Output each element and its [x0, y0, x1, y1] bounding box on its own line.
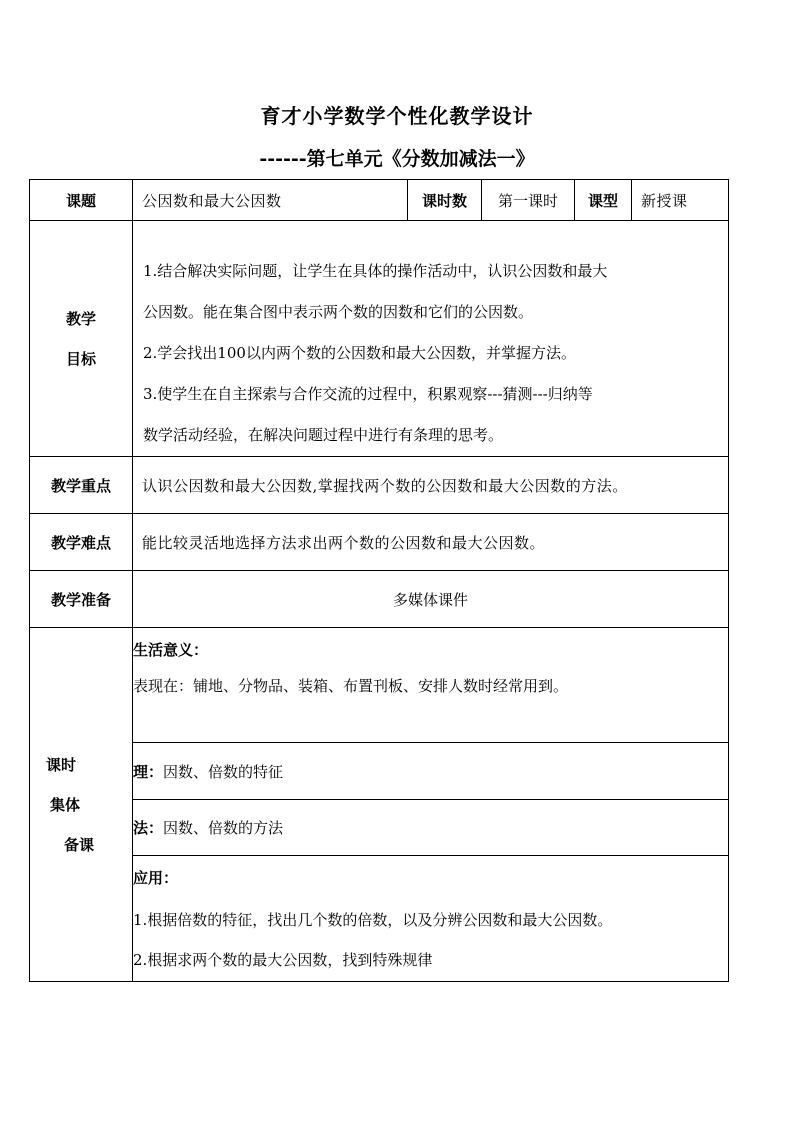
- type-value: 新授课: [632, 180, 729, 221]
- application-cell: [133, 856, 729, 982]
- life-meaning-cell: [133, 628, 729, 743]
- key-points-value: 认识公因数和最大公因数,掌握找两个数的公因数和最大公因数的方法。: [133, 457, 729, 514]
- goals-content: [133, 221, 729, 457]
- periods-value: 第一课时: [482, 180, 575, 221]
- topic-label: 课题: [30, 180, 133, 221]
- type-label: 课型: [575, 180, 632, 221]
- theory-cell: [133, 743, 729, 800]
- goals-row: [30, 221, 729, 457]
- key-points-row: [30, 457, 729, 514]
- goal-line: 3.使学生在自主探索与合作交流的过程中，积累观察---猜测---归纳等: [143, 385, 593, 403]
- method-text: 因数、倍数的方法: [163, 819, 284, 837]
- life-meaning-text: 表现在：铺地、分物品、装箱、布置刊板、安排人数时经常用到。: [133, 677, 569, 695]
- topic-value: 公因数和最大公因数: [133, 180, 408, 221]
- method-cell: [133, 800, 729, 856]
- document-title: 育才小学数学个性化教学设计: [260, 104, 534, 128]
- document-subtitle: ------第七单元《分数加减法一》: [259, 148, 535, 170]
- method-row: [30, 800, 729, 856]
- preparation-label: 教学准备: [30, 571, 133, 628]
- periods-label: 课时数: [408, 180, 482, 221]
- goal-line: 2.学会找出100以内两个数的公因数和最大公因数，并掌握方法。: [143, 344, 576, 362]
- theory-row: [30, 743, 729, 800]
- goal-line: 数学活动经验，在解决问题过程中进行有条理的思考。: [143, 426, 504, 444]
- key-points-label: 教学重点: [30, 457, 133, 514]
- theory-key: 理：: [133, 762, 164, 781]
- goals-label-line1: 教学: [65, 309, 96, 328]
- application-item: 1.根据倍数的特征，找出几个数的倍数，以及分辨公因数和最大公因数。: [133, 911, 613, 929]
- goals-label-line2: 目标: [65, 349, 96, 368]
- goal-line: 公因数。能在集合图中表示两个数的因数和它们的公因数。: [143, 303, 534, 321]
- goal-line: 1.结合解决实际问题，让学生在具体的操作活动中，认识公因数和最大: [143, 262, 608, 280]
- lesson-prep-label-line1: 课时: [46, 755, 77, 774]
- application-heading: 应用：: [133, 869, 179, 887]
- method-key: 法：: [133, 819, 164, 837]
- difficulties-label: 教学难点: [30, 514, 133, 571]
- goals-label: [30, 221, 133, 457]
- difficulties-row: [30, 514, 729, 571]
- lesson-prep-label-line2: 集体: [50, 795, 81, 814]
- theory-text: 因数、倍数的特征: [163, 762, 284, 781]
- lesson-prep-label: [30, 628, 133, 982]
- preparation-row: [30, 571, 729, 628]
- topic-row: [30, 180, 729, 221]
- application-row: [30, 856, 729, 982]
- difficulties-value: 能比较灵活地选择方法求出两个数的公因数和最大公因数。: [133, 514, 729, 571]
- preparation-value: 多媒体课件: [133, 571, 729, 628]
- life-meaning-heading: 生活意义：: [133, 641, 209, 659]
- life-meaning-row: [30, 628, 729, 743]
- lesson-plan-table: [29, 179, 729, 982]
- lesson-prep-label-line3: 备课: [64, 835, 95, 854]
- application-item: 2.根据求两个数的最大公因数，找到特殊规律: [133, 951, 433, 969]
